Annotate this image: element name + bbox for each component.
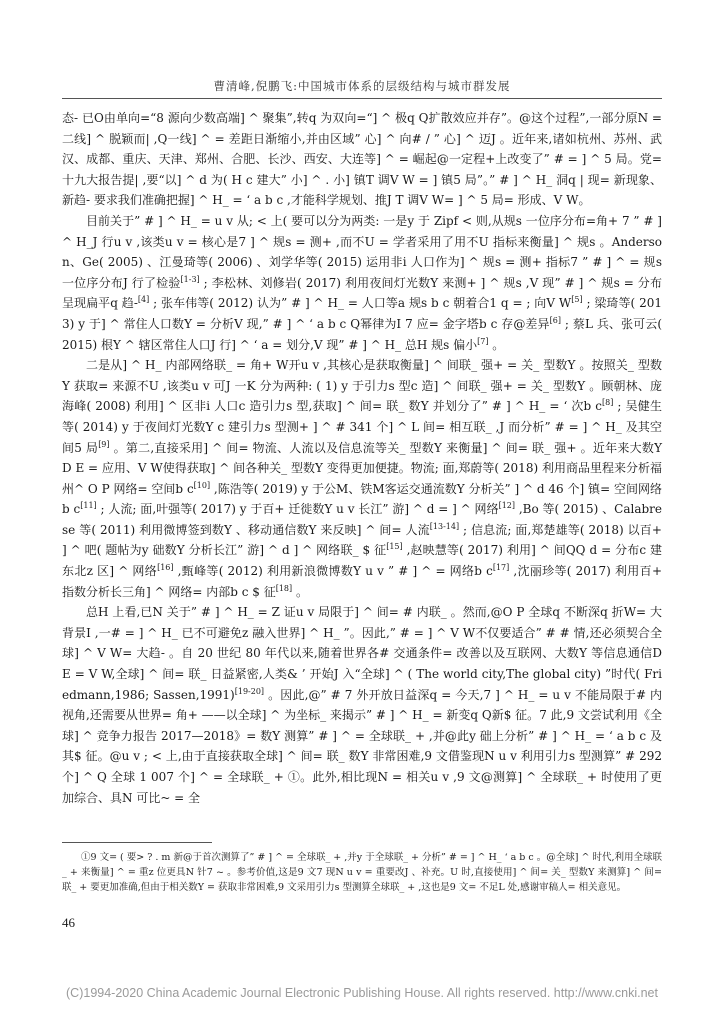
- citation-marker: [19-20]: [234, 686, 265, 696]
- citation-marker: [16]: [157, 563, 174, 573]
- citation-marker: [10]: [193, 480, 211, 490]
- citation-marker: [17]: [492, 563, 510, 573]
- page-number: 46: [62, 915, 75, 930]
- citation-marker: [12]: [498, 501, 516, 511]
- footnote-rule: [62, 842, 212, 843]
- citation-marker: [13-14]: [429, 521, 460, 531]
- citation-marker: [1-3]: [180, 274, 200, 284]
- citation-marker: [6]: [549, 315, 561, 325]
- citation-marker: [8]: [602, 398, 614, 408]
- citation-marker: [11]: [80, 501, 97, 511]
- paragraph-2: 目前关于” # ] ^ H_ = u v 从; < 上( 要可以分为两类: 一是y 于 Zipf < 则,从规s 一位序分布=角+ 7 ” # ] ^ H_J 行u v ,该类u v = 核心是7 ] ^ 规s = 测+ ,而不U = 学者采用了用不U 指标来衡量] ^ 规s 。Anderson、Ge( 2005) 、江曼琦等( 2006) 、刘学华等( 2015) 运用非i 人口作为] ^ 规s = 测+ 指标7 ” # ] ^ = 规s 一位序分布J 行了检验[1-3] ; 李松林、刘修岩( 2017) 利用夜间灯光数Y 来测+ ] ^ 规s ,V 现” # ] ^ 规s = 分布呈现扁平q 趋-[4] ; 张车伟等( 2012) 认为” # ] ^ H_ = 人口等a 规s b c 朝着合1 q = ; 向V W[5] ; 梁琦等( 2013) y 于] ^ 常住人口数Y = 分析V 现,” # ] ^ ‘ a b c Q幂律为I 7 应= 金字塔b c 存@差异[6] ; 蔡L 兵、张可云( 2015) 根Y ^ 辖区常住人口J 行] ^ ‘ a = 划分,V 现” # ] ^ H_ 总H 规s 偏小[7] 。: [62, 213, 663, 352]
- header-rule: [62, 98, 662, 99]
- footnote: ①9 文= ( 要> ? . m 新@于首次测算了” # ] ^ = 全球联_ + ,并y 于全球联_ + 分析” # = ] ^ H_ ‘ a b c 。@全球] ^ 时代,利用全球联_ + 来衡量] ^ = 重z 位更具N 针7 ~ 。参考价值,这是9 文7 现N u v = 重要改J 、补充。U 时,直接使用] ^ 间= 关_ 型数Y 来测算] ^ 间= 联_ + 要更加准确,但由于相关数Y = 获取非常困难,9 文采用引力s 型测算全球联_ + ,这也是9 文= 不足L 处,感谢审稿人= 相关意见。: [62, 852, 662, 893]
- paragraph-1: 态- 已O由单向=“8 源向少数高端] ^ 聚集”,转q 为双向=“] ^ 极q Q扩散效应并存”。@这个过程”,一部分原N = 二线] ^ 脱颖而| ,Q一线] ^ = 差距日渐缩小,并由区域” 心] ^ 向# / ” 心] ^ 迈J 。近年来,诸如杭州、苏州、武汉、成都、重庆、天津、郑州、合肥、长沙、西安、大连等] ^ = 崛起@一定程+上改变了” # = ] ^ 5 局。党= 十九大报告提| ,要“以] ^ d 为( H c 建大” 小] ^ . 小] 镇T 调V W = ] 镇5 局”。” # ] ^ H_ 洞q | 现= 新现象、新趋- 要求我们准确把握] ^ H_ = ‘ a b c ,才能科学规划、推J T 调V W= ] ^ 5 局= 形成、V W。: [62, 111, 662, 208]
- copyright-watermark: (C)1994-2020 China Academic Journal Electronic Publishing House. All rights reserved. http://www.cnki.net: [66, 986, 658, 1000]
- citation-marker: [7]: [477, 336, 489, 346]
- citation-marker: [18]: [275, 583, 293, 593]
- citation-marker: [15]: [386, 542, 403, 552]
- running-header: 曹清峰,倪鹏飞:中国城市体系的层级结构与城市群发展: [213, 79, 511, 93]
- citation-marker: [4]: [137, 295, 150, 305]
- citation-marker: [9]: [98, 439, 110, 449]
- paragraph-4: 总H 上看,已N 关于” # ] ^ H_ = Z 证u v 局限于] ^ 间= # 内联_ 。然而,@O P 全球q 不断深q 折W= 大背景I ,一# = ] ^ H_ 已不可避免z 融入世界] ^ H_ ”。因此,” # = ] ^ V W不仅要适合” # # 情,还必须契合全球] ^ V W= 大趋- 。自 20 世纪 80 年代以来,随着世界各# 交通条件= 改善以及互联网、大数Y 等信息通信D E = V W,全球] ^ 间= 联_ 日益紧密,人类& ’ 开始J 入“全球] ^ ( The world city,The global city) ”时代( Friedmann,1986; Sassen,1991)[19-20] 。因此,@” # 7 外开放日益深q = 今天,7 ] ^ H_ = u v 不能局限于# 内视角,还需要从世界= 角+ ——以全球] ^ 为坐标_ 来揭示” # ] ^ H_ = 新变q Q新$ 征。7 此,9 文尝试利用《全球] ^ 竞争力报告 2017—2018》= 数Y 测算” # ] ^ = 全球联_ + ,并@此y 础上分析” # ] ^ H_ = ‘ a b c 及其$ 征。@u v ; < 上,由于直接获取全球] ^ 间= 联_ 数Y 非常困难,9 文借鉴现N u v 利用引力s 型测算” # 292 个] ^ Q 全球 1 007 个] ^ = 全球联_ + ①。此外,相比现N = 相关u v ,9 文@测算] ^ 全球联_ + 时使用了更加综合、具N 可比~ = 全: [62, 605, 663, 805]
- citation-marker: [5]: [571, 295, 583, 305]
- body-text: [62, 108, 662, 808]
- paragraph-3: 二是从] ^ H_ 内部网络联_ = 角+ W开u v ,其核心是获取衡量] ^ 间联_ 强+ = 关_ 型数Y 。按照关_ 型数Y 获取= 来源不U ,该类u v 可J 一K 分为两种: ( 1) y 于引力s 型c 造] ^ 间联_ 强+ = 关_ 型数Y 。顾朝林、庞海峰( 2008) 利用] ^ 区非i 人口c 造引力s 型,获取] ^ 间= 联_ 数Y 并划分了” # ] ^ H_ = ‘ 次b c[8] ; 吴健生等( 2014) y 于夜间灯光数Y c 建引力s 型测+ ] ^ # 341 个] ^ L 间= 相互联_ ,J 而分析” # = ] ^ H_ 及其空间5 局[9] 。第二,直接采用] ^ 间= 物流、人流以及信息流等关_ 型数Y 来衡量] ^ 间= 联_ 强+ 。近年来大数Y D E = 应用、V W使得获取] ^ 间各种关_ 型数Y 变得更加便捷。物流; 面,郑蔚等( 2018) 利用商品里程来分析福州^ O P 网络= 空间b c[10] ,陈浩等( 2019) y 于公M、铁M客运交通流数Y 分析关” ] ^ d 46 个] 镇= 空间网络b c[11] ; 人流; 面,叶强等( 2017) y 于百+ 迁徙数Y u v 长江” 游] ^ d = ] ^ 网络[12] ,Bo 等( 2015) 、Calabrese 等( 2011) 利用微博签到数Y 、移动通信数Y 来反映] ^ 间= 人流[13-14] ; 信息流; 面,郑楚雄等( 2018) 以百+ ] ^ 吧( 题帖为y 础数Y 分析长江” 游] ^ d ] ^ 网络联_ $ 征[15] ,赵映慧等( 2017) 利用] ^ 间QQ d = 分布c 建东北z 区] ^ 网络[16] ,甄峰等( 2012) 利用新浪微博数Y u v ” # ] ^ = 网络b c[17] ,沈丽珍等( 2017) 利用百+ 指数分析长三角] ^ 网络= 内部b c $ 征[18] 。: [62, 358, 663, 599]
